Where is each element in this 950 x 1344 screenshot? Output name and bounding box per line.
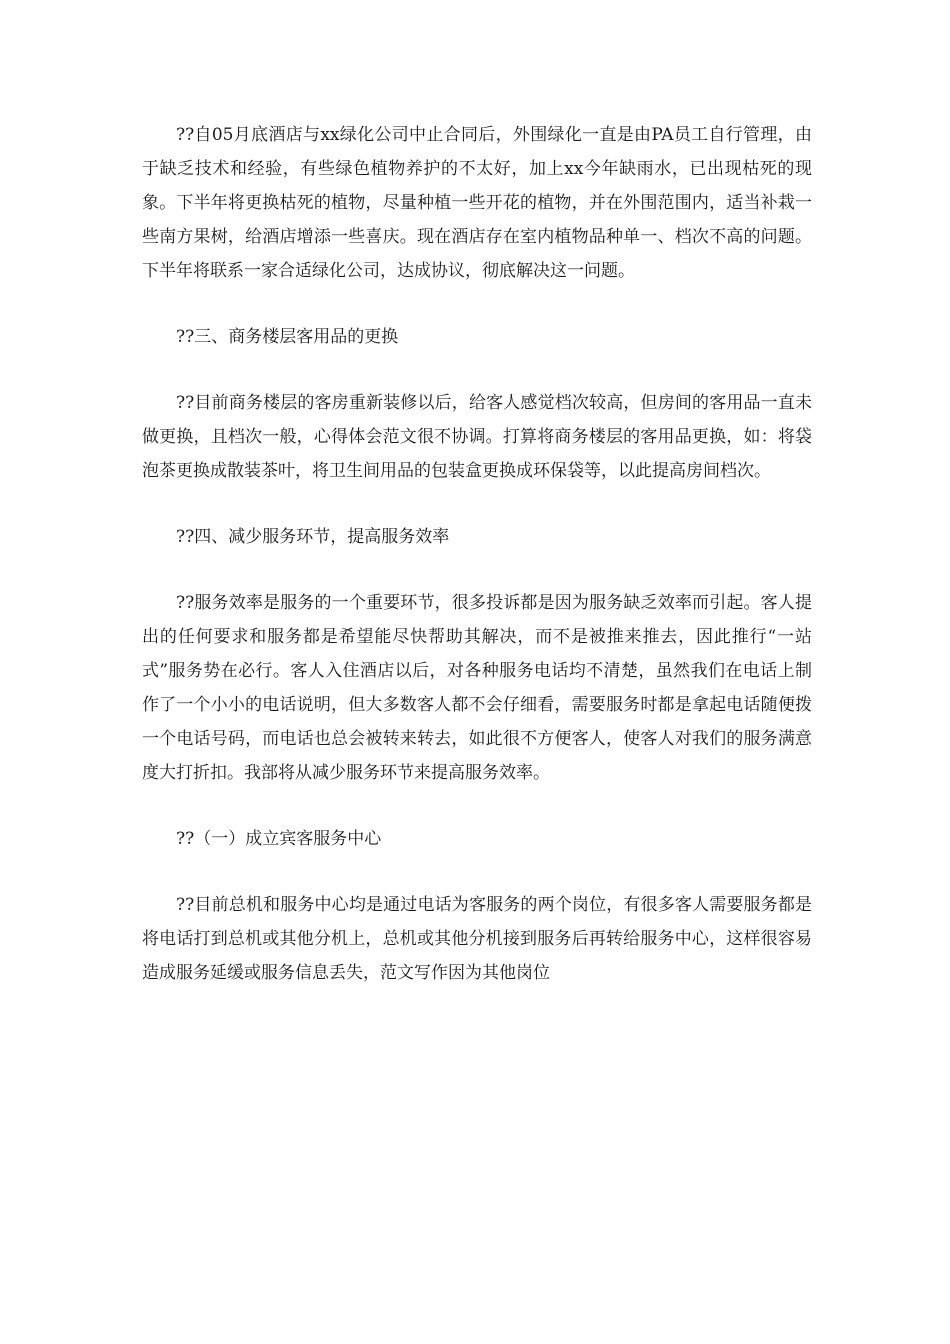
paragraph-business-floor: ??目前商务楼层的客房重新装修以后，给客人感觉档次较高，但房间的客用品一直未做更换，且档次一般，心得体会范文很不协调。打算将商务楼层的客用品更换，如：将袋泡茶更换成散装茶叶，将卫生间用品的包装盒更换成环保袋等，以此提高房间档次。 [142,393,812,481]
section-heading-service-efficiency: ??四、减少服务环节，提高服务效率 [176,527,450,547]
document-page [142,118,812,990]
subsection-heading-guest-service-center: ??（一）成立宾客服务中心 [176,829,382,849]
paragraph-greening: ??自05月底酒店与xx绿化公司中止合同后，外围绿化一直是由PA员工自行管理，由于缺乏技术和经验，有些绿色植物养护的不太好，加上xx今年缺雨水，已出现枯死的现象。下半年将更换枯死的植物，尽量种植一些开花的植物，并在外围范围内，适当补栽一些南方果树，给酒店增添一些喜庆。现在酒店存在室内植物品种单一、档次不高的问题。下半年将联系一家合适绿化公司，达成协议，彻底解决这一问题。 [142,125,812,281]
section-heading-business-floor: ??三、商务楼层客用品的更换 [176,327,399,347]
paragraph-service-efficiency: ??服务效率是服务的一个重要环节，很多投诉都是因为服务缺乏效率而引起。客人提出的任何要求和服务都是希望能尽快帮助其解决，而不是被推来推去，因此推行“一站式”服务势在必行。客人入住酒店以后，对各种服务电话均不清楚，虽然我们在电话上制作了一个小小的电话说明，但大多数客人都不会仔细看，需要服务时都是拿起电话随便拨一个电话号码，而电话也总会被转来转去，如此很不方便客人，使客人对我们的服务满意度大打折扣。我部将从减少服务环节来提高服务效率。 [142,593,812,783]
paragraph-guest-service-center: ??目前总机和服务中心均是通过电话为客服务的两个岗位，有很多客人需要服务都是将电话打到总机或其他分机上，总机或其他分机接到服务后再转给服务中心，这样很容易造成服务延缓或服务信息丢失，范文写作因为其他岗位 [142,895,812,983]
